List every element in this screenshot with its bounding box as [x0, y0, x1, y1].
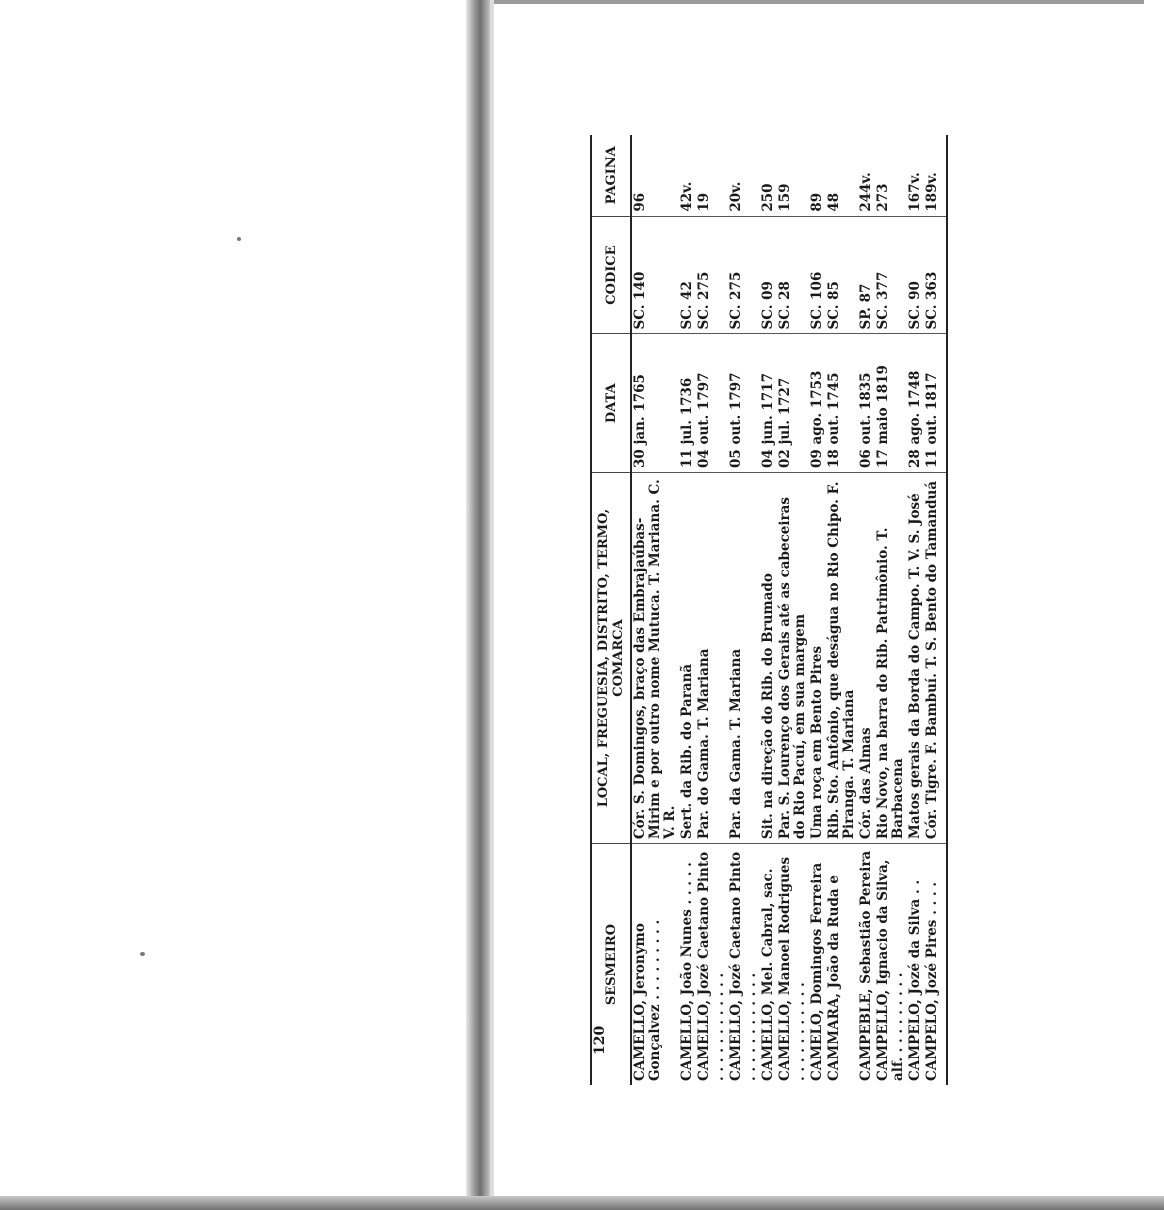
cell-local: Rib. Sto. Antônio, que deságua no Rio Chipo. F. Piranga. T. Mariana [826, 473, 858, 844]
cell-codice: SC. 363 [924, 216, 947, 334]
cell-local: Sit. na direção do Rib. do Brumado [760, 473, 777, 844]
cell-data: 11 jul. 1736 [679, 334, 696, 473]
cell-codice: SC. 09 [760, 216, 777, 334]
page-number: 120 [592, 1025, 608, 1055]
table-row [858, 135, 875, 1085]
table-row [924, 135, 947, 1085]
cell-data: 04 out. 1797 [696, 334, 728, 473]
table-row [907, 135, 924, 1085]
cell-sesmeiro: CAMELLO, Manoel Rodrigues . . . . . . . . . . . [777, 856, 808, 1081]
cell-data: 18 out. 1745 [826, 334, 858, 473]
table-row [826, 135, 858, 1085]
cell-pagina: 167v. [907, 135, 924, 216]
cell-codice: SC. 28 [777, 216, 809, 334]
facing-page-blank [0, 0, 466, 1210]
table-row [679, 135, 696, 1085]
cell-data: 30 jan. 1765 [631, 334, 679, 473]
cell-pagina: 159 [777, 135, 809, 216]
table-row [777, 135, 809, 1085]
header-local: LOCAL, FREGUESIA, DISTRITO, TERMO, COMARCA [591, 473, 631, 844]
cell-local: Sert. da Rib. do Paranã [679, 473, 696, 844]
table-row [875, 135, 907, 1085]
cell-pagina: 19 [696, 135, 728, 216]
page-bottom-edge [0, 1196, 1164, 1210]
header-sesmeiro: SESMEIRO [591, 844, 631, 1085]
cell-local: Rio Novo, na barra do Rib. Patrimônio. T. Barbacena [875, 473, 907, 844]
cell-sesmeiro: CAMELLO, Jeronymo Gonçalvez . . . . . . . . . [632, 919, 663, 1081]
cell-local: Cór. Tigre. F. Bambuí. T. S. Bento do Tamanduá [924, 473, 947, 844]
cell-codice: SC. 106 [809, 216, 826, 334]
table-row [728, 135, 760, 1085]
book-gutter [466, 0, 490, 1210]
cell-codice: SC. 275 [696, 216, 728, 334]
cell-pagina: 48 [826, 135, 858, 216]
cell-codice: SC. 140 [631, 216, 679, 334]
cell-local: Par. do Gama. T. Mariana [696, 473, 728, 844]
sesmarias-table [590, 135, 948, 1085]
cell-sesmeiro: CAMPELLO, Ignacio da Silva, alf. . . . . . . . . . [875, 859, 906, 1081]
cell-local: Uma roça em Bento Pires [809, 473, 826, 844]
cell-data: 28 ago. 1748 [907, 334, 924, 473]
cell-data: 09 ago. 1753 [809, 334, 826, 473]
table-header-row [591, 135, 631, 1085]
cell-data: 11 out. 1817 [924, 334, 947, 473]
cell-data: 04 jun. 1717 [760, 334, 777, 473]
sesmarias-table-rotated [590, 135, 1120, 1085]
cell-sesmeiro: CAMMARA, João da Ruda e [826, 875, 842, 1081]
cell-codice: SC. 275 [728, 216, 760, 334]
cell-codice: SC. 377 [875, 216, 907, 334]
table-row [760, 135, 777, 1085]
cell-pagina: 42v. [679, 135, 696, 216]
cell-local: Cór. S. Domingos, braço das Embrajaúbas-Mirim e por outro nome Mutuca. T. Mariana. C. V. R. [631, 473, 679, 844]
cell-local: Matos gerais da Borda do Campo. T. V. S. José [907, 473, 924, 844]
header-codice: CODICE [591, 216, 631, 334]
cell-sesmeiro: CAMPEBLE, Sebastião Pereira [858, 850, 874, 1081]
cell-data: 02 jul. 1727 [777, 334, 809, 473]
cell-local: Cór. das Almas [858, 473, 875, 844]
cell-sesmeiro: CAMELO, Domingos Ferreira [809, 862, 825, 1081]
cell-pagina: 20v. [728, 135, 760, 216]
cell-codice: SC. 90 [907, 216, 924, 334]
cell-pagina: 273 [875, 135, 907, 216]
cell-pagina: 189v. [924, 135, 947, 216]
cell-sesmeiro: CAMELLO, Jozé Caetano Pinto . . . . . . . . . . . . [728, 851, 759, 1081]
cell-codice: SC. 42 [679, 216, 696, 334]
scan-speck [140, 952, 145, 956]
table-row [631, 135, 679, 1085]
header-data: DATA [591, 334, 631, 473]
cell-sesmeiro: CAMELLO, João Nunes . . . . . [679, 862, 695, 1081]
cell-local: Par. da Gama. T. Mariana [728, 473, 760, 844]
page-top-edge [494, 0, 1144, 4]
scan-speck [237, 237, 241, 241]
cell-pagina: 244v. [858, 135, 875, 216]
cell-pagina: 96 [631, 135, 679, 216]
cell-data: 05 out. 1797 [728, 334, 760, 473]
book-gutter-edge [490, 0, 494, 1210]
cell-pagina: 89 [809, 135, 826, 216]
cell-data: 17 maio 1819 [875, 334, 907, 473]
cell-pagina: 250 [760, 135, 777, 216]
cell-codice: SP. 87 [858, 216, 875, 334]
cell-sesmeiro: CAMPELO, Jozé Pires . . . . [924, 844, 947, 1085]
header-pagina: PAGINA [591, 135, 631, 216]
cell-sesmeiro: CAMELLO, Jozé Caetano Pinto . . . . . . . . . . . . [696, 851, 727, 1081]
cell-sesmeiro: CAMPELO, Jozé da Silva . . [907, 879, 923, 1081]
table-row [809, 135, 826, 1085]
table-row [696, 135, 728, 1085]
cell-sesmeiro: CAMELLO, Mel. Cabral, sac. [760, 868, 776, 1081]
cell-local: Par. S. Lourenço dos Gerais até as cabeceiras do Rio Pacuí, em sua margem [777, 473, 809, 844]
cell-codice: SC. 85 [826, 216, 858, 334]
cell-data: 06 out. 1835 [858, 334, 875, 473]
